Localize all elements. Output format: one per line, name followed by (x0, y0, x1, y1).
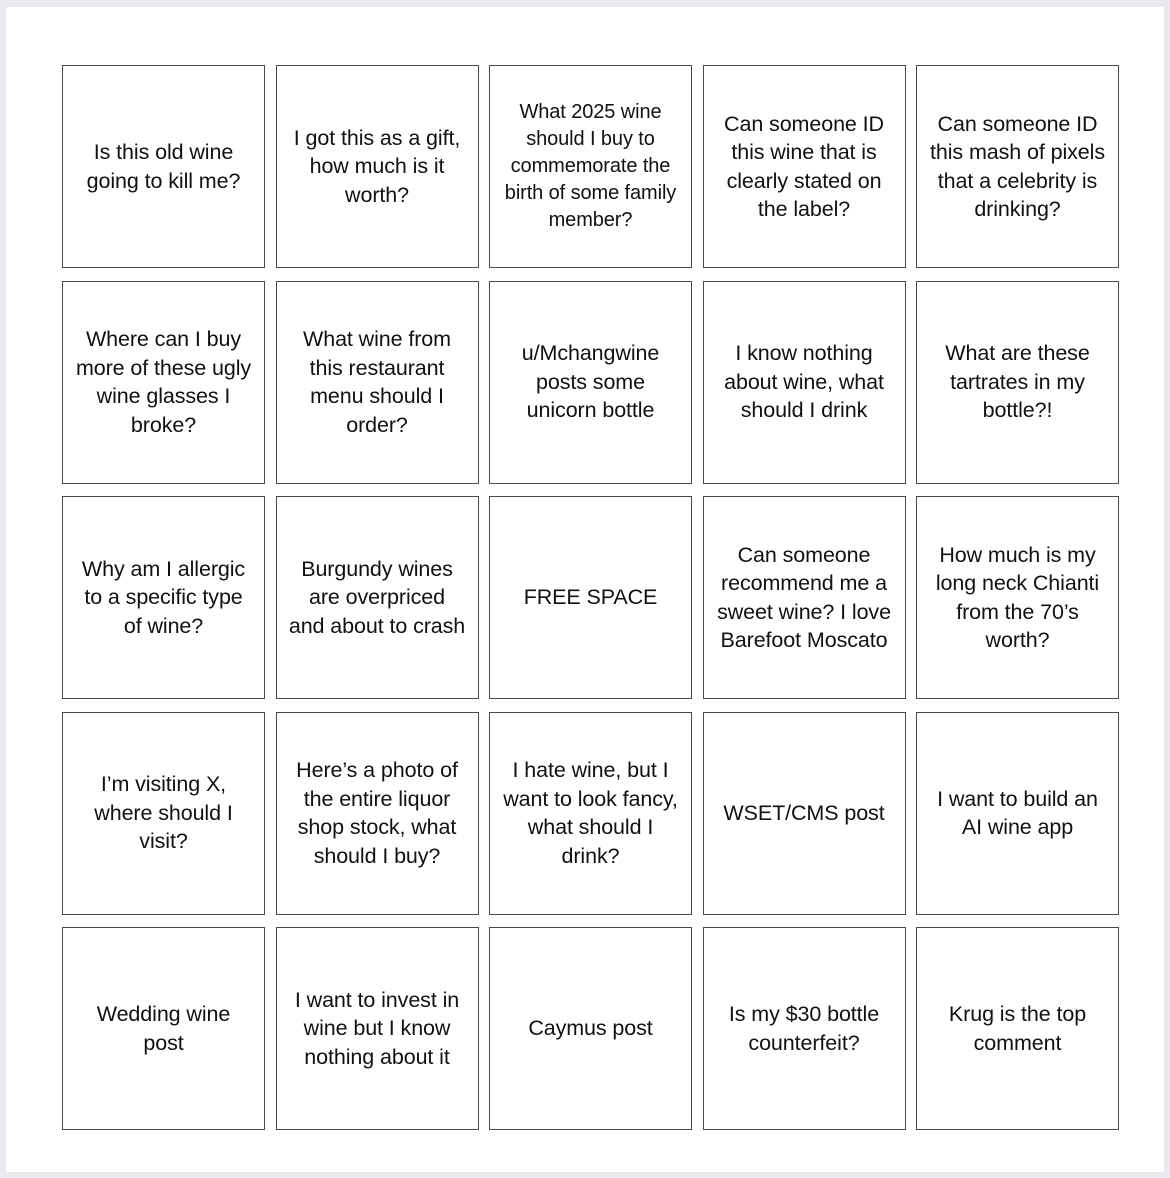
bingo-cell-text: I want to build an AI wine app (937, 786, 1098, 839)
bingo-cell-r1-c4[interactable] (703, 65, 906, 268)
bingo-cell-text: Burgundy wines are overpriced and about to crash (288, 556, 466, 638)
bingo-cell-text: What 2025 wine should I buy to commemorate the birth of some family member? (504, 101, 677, 231)
bingo-cell-text: How much is my long neck Chianti from the 70’s worth? (935, 542, 1100, 652)
bingo-cell-r4-c2[interactable] (276, 712, 479, 915)
bingo-cell-text: Caymus post (528, 1016, 653, 1041)
bingo-cell-r1-c1[interactable] (62, 65, 265, 268)
bingo-cell-r1-c3[interactable] (489, 65, 692, 268)
free-space-label: FREE SPACE (523, 585, 658, 610)
bingo-cell-text: I know nothing about wine, what should I drink (724, 341, 884, 423)
bingo-cell-r5-c1[interactable] (62, 927, 265, 1130)
bingo-cell-text: Here’s a photo of the entire liquor shop stock, what should I buy? (296, 758, 458, 868)
bingo-cell-r4-c5[interactable] (916, 712, 1119, 915)
bingo-cell-r1-c2[interactable] (276, 65, 479, 268)
bingo-cell-text: WSET/CMS post (723, 800, 885, 825)
bingo-cell-text: What wine from this restaurant menu should I order? (303, 327, 451, 437)
bingo-cell-r4-c1[interactable] (62, 712, 265, 915)
bingo-cell-text: Krug is the top comment (948, 1002, 1087, 1055)
bingo-cell-r2-c4[interactable] (703, 281, 906, 484)
bingo-cell-text: Can someone recommend me a sweet wine? I love Barefoot Moscato (717, 542, 891, 652)
bingo-cell-free-space[interactable] (489, 496, 692, 699)
bingo-cell-text: What are these tartrates in my bottle?! (945, 341, 1090, 423)
bingo-cell-text: Wedding wine post (96, 1002, 231, 1055)
bingo-cell-r4-c3[interactable] (489, 712, 692, 915)
bingo-cell-r5-c2[interactable] (276, 927, 479, 1130)
bingo-cell-text: I’m visiting X, where should I visit? (94, 772, 233, 854)
bingo-cell-text: Where can I buy more of these ugly wine glasses I broke? (75, 327, 252, 437)
bingo-cell-text: I got this as a gift, how much is it worth? (293, 125, 461, 207)
bingo-cell-text: Why am I allergic to a specific type of wine? (81, 556, 246, 638)
bingo-cell-text: u/Mchangwine posts some unicorn bottle (521, 341, 660, 423)
bingo-cell-text: I hate wine, but I want to look fancy, what should I drink? (503, 758, 678, 868)
bingo-cell-r3-c5[interactable] (916, 496, 1119, 699)
bingo-cell-r2-c1[interactable] (62, 281, 265, 484)
bingo-cell-r3-c4[interactable] (703, 496, 906, 699)
bingo-cell-r3-c1[interactable] (62, 496, 265, 699)
bingo-sheet (6, 7, 1164, 1172)
bingo-cell-r3-c2[interactable] (276, 496, 479, 699)
bingo-cell-r5-c4[interactable] (703, 927, 906, 1130)
bingo-cell-r5-c5[interactable] (916, 927, 1119, 1130)
bingo-cell-r1-c5[interactable] (916, 65, 1119, 268)
bingo-cell-r2-c2[interactable] (276, 281, 479, 484)
bingo-cell-r5-c3[interactable] (489, 927, 692, 1130)
bingo-board (62, 65, 1119, 1130)
bingo-cell-text: Is my $30 bottle counterfeit? (728, 1002, 880, 1055)
bingo-cell-text: Is this old wine going to kill me? (86, 140, 241, 193)
bingo-cell-text: I want to invest in wine but I know nothing about it (294, 987, 460, 1069)
bingo-cell-r2-c3[interactable] (489, 281, 692, 484)
bingo-cell-r4-c4[interactable] (703, 712, 906, 915)
bingo-cell-text: Can someone ID this wine that is clearly stated on the label? (724, 111, 884, 221)
bingo-cell-text: Can someone ID this mash of pixels that a celebrity is drinking? (930, 111, 1105, 221)
bingo-cell-r2-c5[interactable] (916, 281, 1119, 484)
